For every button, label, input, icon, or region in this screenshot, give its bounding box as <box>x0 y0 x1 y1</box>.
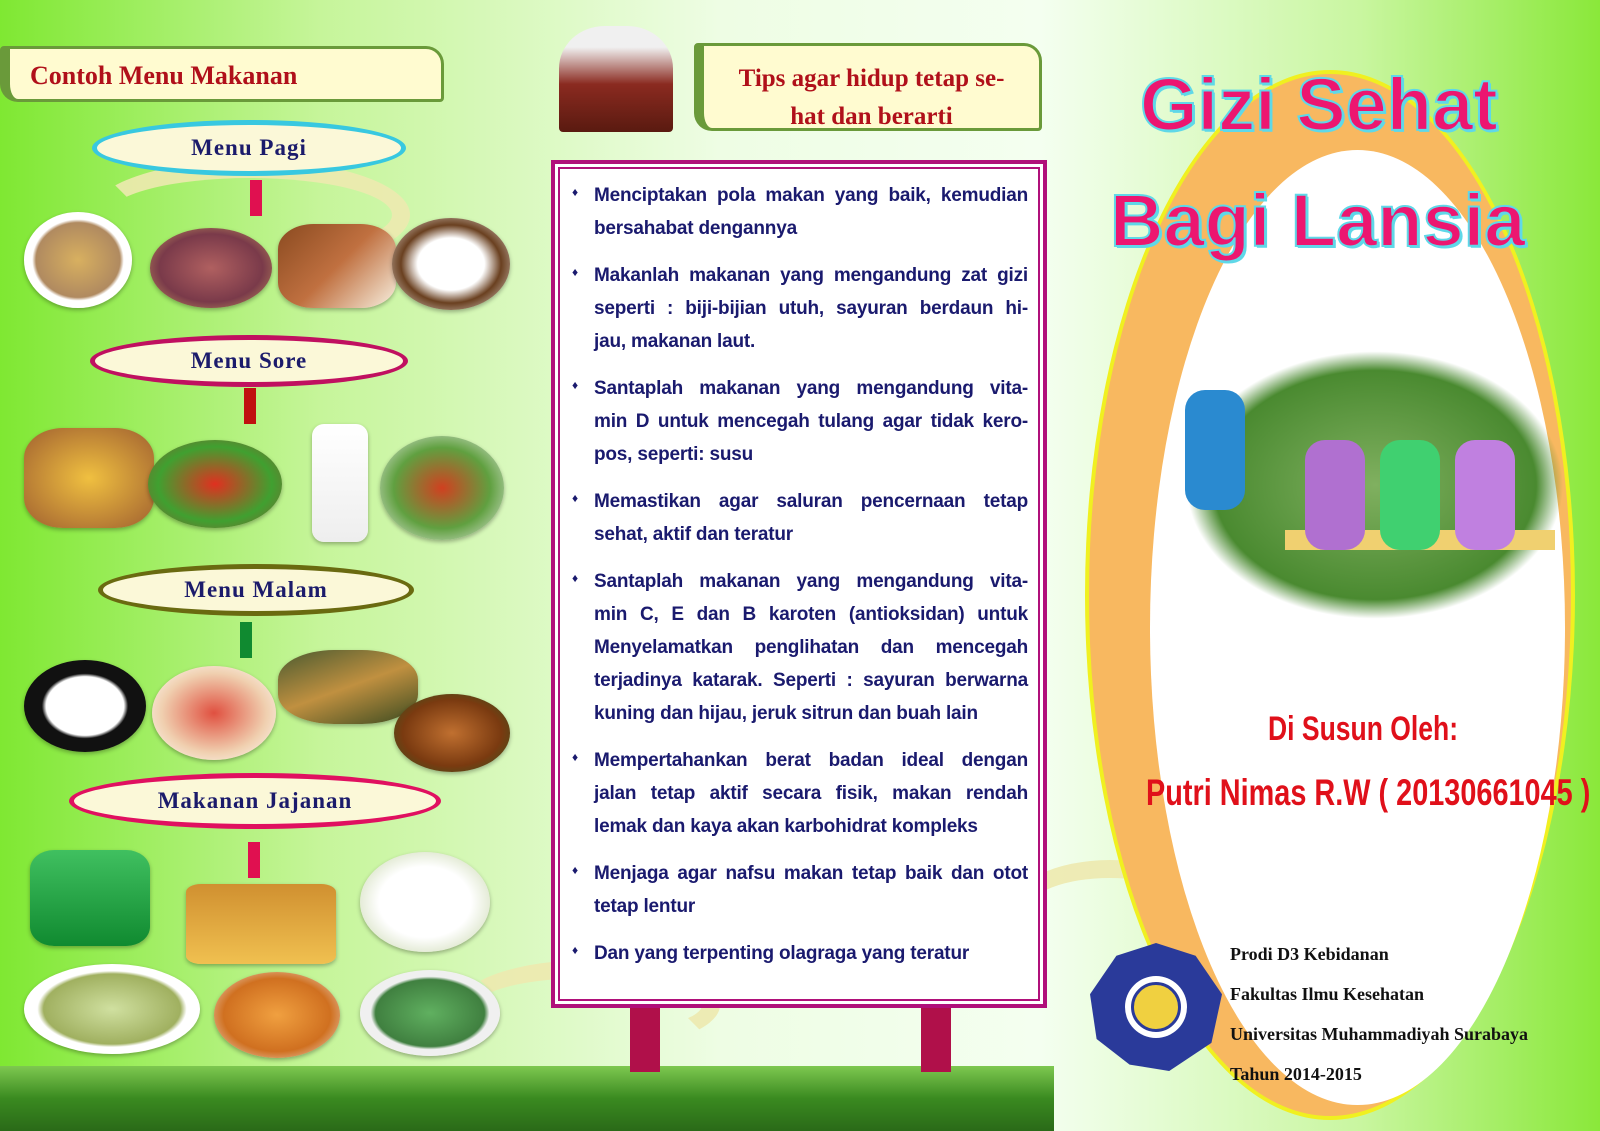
institution-line: Tahun 2014-2015 <box>1230 1064 1362 1084</box>
tips-title-line2: hat dan berarti <box>790 103 953 130</box>
food-image-croquettes <box>214 972 340 1058</box>
tip-line: Menciptakan pola makan yang baik, kemudian <box>594 185 1028 206</box>
tip-line: pos, seperti: susu <box>594 444 753 465</box>
connector <box>244 388 256 424</box>
connector <box>248 842 260 878</box>
tip-item <box>572 485 1028 551</box>
author-name: Putri Nimas R.W ( 20130661045 ) <box>1146 772 1591 813</box>
food-image-klepon <box>360 852 490 952</box>
tip-item <box>572 937 1028 970</box>
menu-header: Contoh Menu Makanan <box>0 46 444 102</box>
tip-line: terjadinya katarak. Seperti : sayuran berwarna <box>594 670 1028 691</box>
food-image-vegetable-soup <box>152 666 276 760</box>
tip-item <box>572 744 1028 843</box>
tip-line: Dan yang terpenting olagraga yang teratur <box>594 943 970 964</box>
tip-line: bersahabat dengannya <box>594 218 797 239</box>
food-image-cassava-cake <box>186 884 336 964</box>
menu-malam-label: Menu Malam <box>98 564 414 616</box>
food-image-green-cake <box>30 850 150 946</box>
food-image-kue-lapis <box>360 970 500 1056</box>
tip-item <box>572 372 1028 471</box>
board-post-right <box>921 1008 951 1072</box>
institution-line: Prodi D3 Kebidanan <box>1230 944 1389 964</box>
tip-line: min C, E dan B karoten (antioksidan) untuk <box>594 604 1028 625</box>
tip-item <box>572 259 1028 358</box>
food-image-sweet-potato <box>150 228 272 308</box>
food-image-milk <box>312 424 368 542</box>
diamond-bullet-icon: ♦ <box>572 571 579 585</box>
tip-line: seperti : biji-bijian utuh, sayuran berdaun hi- <box>594 298 1028 319</box>
institution-line: Universitas Muhammadiyah Surabaya <box>1230 1024 1529 1044</box>
food-image-coconut <box>392 218 510 310</box>
food-image-porridge <box>24 212 132 308</box>
makanan-jajanan-label: Makanan Jajanan <box>69 773 441 829</box>
menu-sore-label: Menu Sore <box>90 335 408 387</box>
tip-line: Mempertahankan berat badan ideal dengan <box>594 750 1028 771</box>
tip-line: kuning dan hijau, jeruk sitrun dan buah lain <box>594 703 978 724</box>
food-image-tempeh-tofu <box>24 428 154 528</box>
tip-item <box>572 565 1028 730</box>
food-image-dumplings <box>24 964 200 1054</box>
diamond-bullet-icon: ♦ <box>572 265 579 279</box>
board-post-left <box>630 1008 660 1072</box>
food-image-fried-chicken <box>394 694 510 772</box>
food-image-cassava <box>278 224 396 308</box>
tip-line: Menyelamatkan penglihatan dan mencegah <box>594 637 1028 658</box>
tip-line: Santaplah makanan yang mengandung vita- <box>594 378 1028 399</box>
elderly-man-photo <box>559 26 673 132</box>
tip-line: min D untuk mencegah tulang agar tidak kero- <box>594 411 1028 432</box>
diamond-bullet-icon: ♦ <box>572 185 579 199</box>
institution-line: Fakultas Ilmu Kesehatan <box>1230 984 1425 1004</box>
tip-item <box>572 857 1028 923</box>
author-label: Di Susun Oleh: <box>1268 710 1459 748</box>
tips-title-line1: Tips agar hidup tetap se- <box>738 65 1005 92</box>
tip-line: jalan tetap aktif secara fisik, makan rendah <box>594 783 1028 804</box>
tip-line: Santaplah makanan yang mengandung vita- <box>594 571 1028 592</box>
tips-board <box>551 160 1047 1008</box>
food-image-vegetable-basket <box>148 440 282 528</box>
diamond-bullet-icon: ♦ <box>572 863 579 877</box>
tip-item <box>572 179 1028 245</box>
tip-line: Makanlah makanan yang mengandung zat gizi <box>594 265 1028 286</box>
diamond-bullet-icon: ♦ <box>572 378 579 392</box>
connector <box>240 622 252 658</box>
tip-line: tetap lentur <box>594 896 696 917</box>
tip-line: Memastikan agar saluran pencernaan tetap <box>594 491 1028 512</box>
elderly-group-illustration <box>1165 350 1570 625</box>
tip-line: sehat, aktif dan teratur <box>594 524 793 545</box>
diamond-bullet-icon: ♦ <box>572 491 579 505</box>
tip-line: Menjaga agar nafsu makan tetap baik dan otot <box>594 863 1028 884</box>
food-image-salad <box>380 436 504 540</box>
tip-line: lemak dan kaya akan karbohidrat kompleks <box>594 816 978 837</box>
diamond-bullet-icon: ♦ <box>572 943 579 957</box>
menu-pagi-label: Menu Pagi <box>92 120 406 176</box>
connector <box>250 180 262 216</box>
tip-line: jau, makanan laut. <box>594 331 756 352</box>
title-line1: Gizi Sehat <box>1140 63 1498 146</box>
diamond-bullet-icon: ♦ <box>572 750 579 764</box>
grass-strip <box>0 1066 1054 1131</box>
title-line2: Bagi Lansia <box>1110 179 1526 262</box>
food-image-grilled-fish <box>278 650 418 724</box>
food-image-rice-bowl <box>24 660 146 752</box>
tips-header <box>694 43 1042 131</box>
